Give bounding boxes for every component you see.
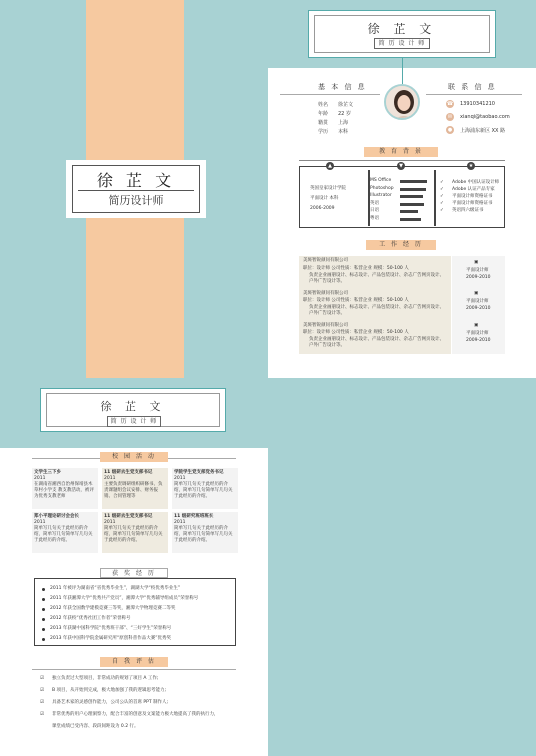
award-text: 2012 年获全国数学建模竞赛三等奖，湘潭大学物理竞赛二等奖 xyxy=(50,606,176,611)
graduation-cap-icon: ▲ xyxy=(326,162,334,170)
campus-heading: 校 园 活 动 xyxy=(100,452,168,462)
self-eval-item xyxy=(40,688,240,700)
award-text: 2011 年获湘潭大学“优秀共产党员”，湘潭大学“优秀辅导组成员”荣誉称号 xyxy=(50,596,199,601)
campus-grid xyxy=(32,468,238,556)
campus-cell xyxy=(32,468,98,509)
work-company: 美斑智锐颜问有限公司 xyxy=(303,291,348,296)
award-item xyxy=(50,636,234,646)
bullet-icon xyxy=(42,598,45,601)
campus-desc: 在湖南省湘西自治州保靖县木草村小学支 教支教活动，被评为优秀支教老师 xyxy=(34,482,94,499)
basic-key: 籍贯 xyxy=(318,120,329,126)
campus-title: 11 级研去生党支部书记 xyxy=(104,470,153,475)
award-text: 2013 年获湖中国科学院“优秀班干部”、“三好学生”荣誉称号 xyxy=(50,626,172,631)
self-rule xyxy=(32,669,236,670)
campus-cell xyxy=(102,468,168,509)
self-eval-text: 非常优秀的用户心理洞察力，配合丰富的创意及文案能力极大地提高了我的执行力， xyxy=(52,712,219,717)
campus-desc: 简单写几句关于此经历的介绍，简单写几句简单写几句关于此经历的介绍。 xyxy=(174,526,233,543)
campus-cell xyxy=(102,512,168,553)
page2-subtitle: 简 历 设 计 师 xyxy=(107,416,161,427)
contact-phone: 13910341210 xyxy=(460,101,495,107)
self-eval-text: 独立负责过大型项目，非常成功的规划了项目 A 工作; xyxy=(52,676,159,681)
work-desc: 负责企业画册设计、标志设计、产品包装设计、杂志广告网页设计、户外广告设计等。 xyxy=(309,337,444,348)
campus-title: 11 级研究班班班长 xyxy=(174,514,214,519)
campus-desc: 简单写几句关于此经历的介绍，简单写几句简单写几句关于此经历的介绍。 xyxy=(104,526,163,543)
award-item xyxy=(50,596,234,606)
campus-title: 郑小平理论研讨会会长 xyxy=(34,514,79,519)
awards-heading: 获 奖 经 历 xyxy=(100,568,168,578)
contact-info-heading: 联 系 信 息 xyxy=(448,83,497,91)
header-name: 徐 芷 文 xyxy=(367,22,437,36)
self-eval-item xyxy=(40,700,240,712)
education-period: 2006-2009 xyxy=(310,206,335,211)
campus-year: 2011 xyxy=(174,520,186,525)
campus-rule-left xyxy=(32,458,100,459)
contact-address: 上海浦东新区 XX 路 xyxy=(460,128,506,134)
avatar xyxy=(384,84,420,120)
skill-icon: ▼ xyxy=(397,162,405,170)
award-item xyxy=(50,586,234,596)
skill-label: MS Office xyxy=(370,178,392,183)
campus-desc: 简单写几句关于此经历的介绍，简单写几句简单写几句关于此经历的介绍。 xyxy=(34,526,93,543)
skill-label: Illustrator xyxy=(370,193,392,198)
work-role: 平面设计师 xyxy=(466,331,489,336)
work-desc: 负责企业画册设计、标志设计、产品包装设计、杂志广告网页设计、户外广告设计等。 xyxy=(309,273,444,284)
award-text: 2013 年获中国科学院金属研究所“原创科普作品大赛”优秀奖 xyxy=(50,636,172,641)
cert-check-icon: ✓ xyxy=(440,208,444,213)
bullet-icon xyxy=(42,588,45,591)
checkbox-icon: ☑ xyxy=(40,676,45,681)
self-eval-item xyxy=(40,676,240,688)
work-period: 2009-2010 xyxy=(466,306,491,311)
header-subtitle: 简 历 设 计 师 xyxy=(374,38,430,49)
work-period: 2009-2010 xyxy=(466,338,491,343)
basic-key: 学历 xyxy=(318,129,329,135)
briefcase-icon: ▣ xyxy=(474,291,479,296)
campus-desc: 主要负责调研组织研修书、负责课题组会议安排、财务报销、合同管理等 xyxy=(104,482,163,499)
campus-rule-right xyxy=(168,458,236,459)
self-heading: 自 我 评 估 xyxy=(100,657,168,667)
bullet-icon xyxy=(42,638,45,641)
cert-item: Adobe 认证产品专家 xyxy=(452,187,495,192)
education-divider-2 xyxy=(434,170,436,226)
checkbox-icon: ☑ xyxy=(40,688,45,693)
checkbox-icon: ☑ xyxy=(40,712,45,717)
cert-check-icon: ✓ xyxy=(440,180,444,185)
basic-value: 22 岁 xyxy=(338,111,351,117)
campus-desc: 简单写几句关于此经历的介绍，简单写几句简单写几句关于此经历的介绍。 xyxy=(174,482,233,499)
self-eval-text: 具备艺术家的灵感创作能力，公司公认的首席 PPT 制作人; xyxy=(52,700,169,705)
campus-cell xyxy=(172,512,238,553)
work-company: 美斑智锐颜问有限公司 xyxy=(303,258,348,263)
cert-item: Adobe 中国认证设计师 xyxy=(452,180,500,185)
skill-row xyxy=(370,186,434,193)
cert-check-icon: ✓ xyxy=(440,194,444,199)
award-item xyxy=(50,606,234,616)
certificate-icon: ★ xyxy=(468,163,474,169)
basic-info-heading: 基 本 信 息 xyxy=(318,83,367,91)
work-meta: 职位：设计师 公司性质：私营企业 规模：50-100 人 xyxy=(303,266,409,271)
skill-bar xyxy=(400,218,421,221)
cert-item: 英语四六级证书 xyxy=(452,208,484,213)
awards-list xyxy=(50,586,234,646)
skill-row xyxy=(370,208,434,215)
self-eval-item xyxy=(40,724,240,736)
work-heading: 工 作 经 历 xyxy=(366,240,436,250)
email-icon: ✉ xyxy=(447,114,453,120)
cert-item: 平面设计师资格证书 xyxy=(452,194,493,199)
skill-row xyxy=(370,201,434,208)
work-meta: 职位：设计师 公司性质：私营企业 规模：50-100 人 xyxy=(303,298,409,303)
basic-key: 年龄 xyxy=(318,111,329,117)
basic-key: 姓名 xyxy=(318,102,329,108)
contact-info-rule xyxy=(426,94,522,95)
education-heading: 教 育 背 景 xyxy=(364,147,438,157)
cert-check-icon: ✓ xyxy=(440,201,444,206)
campus-year: 2011 xyxy=(174,476,186,481)
campus-title: 学院学生党支部党务书记 xyxy=(174,470,224,475)
skill-bar xyxy=(400,180,427,183)
checkbox-icon: ☑ xyxy=(40,700,45,705)
award-item xyxy=(50,626,234,636)
education-school: 英国皇家设计学院 xyxy=(310,186,346,191)
cert-check-icon: ✓ xyxy=(440,187,444,192)
skill-row xyxy=(370,216,434,223)
skill-label: 英语 xyxy=(370,200,379,206)
bullet-icon xyxy=(42,628,45,631)
skill-label: Photoshop xyxy=(370,185,394,191)
campus-year: 2011 xyxy=(104,476,116,481)
education-rule xyxy=(299,160,505,161)
briefcase-icon: ▣ xyxy=(474,323,479,328)
skill-label: 日语 xyxy=(370,208,379,213)
briefcase-icon: ▣ xyxy=(474,260,479,265)
self-eval-text: B 项目，从开始到完成，极大地加强了我的逻辑思考能力; xyxy=(52,688,167,693)
cover-title: 简历设计师 xyxy=(108,194,164,207)
location-icon: ● xyxy=(447,127,453,133)
cert-item: 平面设计师资格证书 xyxy=(452,201,493,206)
header-connector xyxy=(402,58,403,84)
award-text: 2012 年获校“优秀社团工作者”荣誉称号 xyxy=(50,616,131,621)
campus-year: 2011 xyxy=(34,476,46,481)
self-eval-text: 课堂成绩已受内容、段段间距设为 0.2 行。 xyxy=(52,724,139,729)
skill-label: 粤语 xyxy=(370,215,379,221)
award-text: 2011 年被评为湖南省“省优秀毕业生”，湖湖大学“校优秀毕业生” xyxy=(50,586,181,591)
basic-value: 徐芷文 xyxy=(338,102,354,108)
campus-cell xyxy=(172,468,238,509)
contact-email: xianqi@taobao.com xyxy=(460,114,510,120)
campus-title: 11 级研去生党支部书记 xyxy=(104,514,153,519)
page2-name: 徐 芷 文 xyxy=(100,400,166,413)
campus-year: 2011 xyxy=(34,520,46,525)
self-eval-list xyxy=(40,676,240,736)
work-meta: 职位：设计师 公司性质：私营企业 规模：50-100 人 xyxy=(303,330,409,335)
skill-row xyxy=(370,193,434,200)
basic-value: 上海 xyxy=(338,120,349,126)
cover-divider xyxy=(78,190,194,191)
basic-info-rule xyxy=(280,94,380,95)
bullet-icon xyxy=(42,608,45,611)
work-role: 平面设计师 xyxy=(466,299,489,304)
basic-value: 本科 xyxy=(338,129,349,135)
skill-bar xyxy=(400,203,424,206)
skills-list xyxy=(370,178,434,226)
award-item xyxy=(50,616,234,626)
phone-icon: ☎ xyxy=(446,101,454,107)
work-role: 平面设计师 xyxy=(466,268,489,273)
skill-bar xyxy=(400,188,426,191)
bullet-icon xyxy=(42,618,45,621)
work-company: 美斑智锐颜问有限公司 xyxy=(303,323,348,328)
campus-year: 2011 xyxy=(104,520,116,525)
campus-cell xyxy=(32,512,98,553)
work-period: 2009-2010 xyxy=(466,275,491,280)
cover-name: 徐 芷 文 xyxy=(96,171,176,190)
campus-title: 文学生三下乡 xyxy=(34,470,61,475)
education-major: 平面设计 本科 xyxy=(310,196,339,201)
skill-row xyxy=(370,178,434,185)
skill-bar xyxy=(400,210,418,213)
skill-bar xyxy=(400,195,423,198)
work-desc: 负责企业画册设计、标志设计、产品包装设计、杂志广告网页设计、户外广告设计等。 xyxy=(309,305,444,316)
self-eval-item xyxy=(40,712,240,724)
